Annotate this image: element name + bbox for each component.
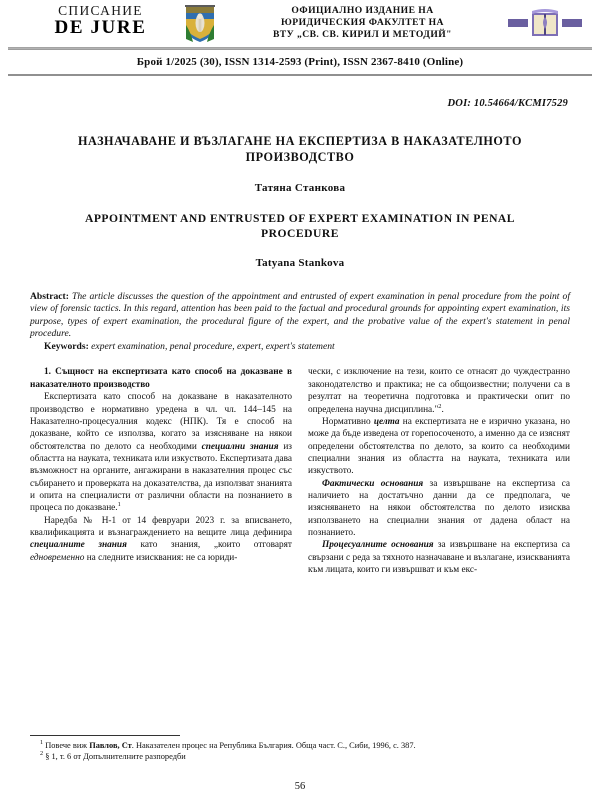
right-p2-part-b: на експертизата не е изрично указана, но може да бъде изведена от горепосоченото, а именно да се изяснят определени обстоятелства по делото, за които са необходими специални знания из областта на науката, техниката или изкуството.: [308, 416, 571, 477]
footnote-2-marker: 2: [40, 750, 44, 757]
doi-label: DOI: 10.54664/KCMI7529: [447, 97, 568, 109]
right-paragraph-3: [308, 478, 570, 540]
left-p2-part-a: Наредба № Н-1 от 14 февруари 2023 г. за вписването, квалификацията и възнаграждението на вещите лица дефинира: [30, 515, 292, 538]
left-paragraph-2: [30, 515, 292, 564]
left-column: [30, 366, 292, 576]
right-p1-part-a: чески, с изключение на тези, които се отнасят до чуждестранно законодателство и практика; не са общоизвестни; получени са в резултат на теоретична подготовка и практически опит по определена научна дисциплина.": [308, 367, 570, 415]
footnote-item-1: [30, 740, 570, 751]
footnote-1-part-a: Повече виж: [45, 740, 90, 750]
left-p1-part-b: 145 на Наказателно-процесуалния кодекс (НПК). Тя е способ на доказване, който се използва, когато за изясняване на някои обстоятелства по делото са необходими: [30, 404, 293, 452]
right-paragraph-1: [308, 366, 570, 415]
publisher-line-1: ОФИЦИАЛНО ИЗДАНИЕ НА: [291, 5, 434, 16]
publisher-line-2: ЮРИДИЧЕСКИЯ ФАКУЛТЕТ НА: [281, 17, 444, 29]
article-author-bulgarian: Татяна Станкова: [254, 181, 346, 194]
abstract-paragraph: [30, 291, 570, 341]
publisher-statement: [217, 2, 508, 42]
university-coat-of-arms-icon: [183, 3, 217, 43]
footnote-1-marker: 1: [40, 738, 44, 746]
keywords-text: expert examination, penal procedure, expert, expert's statement: [91, 340, 335, 352]
footnote-2-text: § 1, т. 6 от Допълнителните разпоредби: [45, 751, 186, 761]
left-p2-emphasis-1: специалните знания: [30, 540, 127, 551]
masthead: [0, 0, 600, 46]
section-heading: 1. Същност на експертизата като способ на доказване в наказателното производство: [30, 367, 292, 390]
right-p2-part-a: Нормативно: [322, 416, 374, 427]
article-title-english: APPOINTMENT AND ENTRUSTED OF EXPERT EXAMINATION IN PENAL PROCEDURE: [84, 211, 516, 240]
left-p1-part-a: Експертизата като способ на доказване в наказателното производство е нормативно уредена в чл. чл. 144: [30, 392, 292, 415]
journal-logo: [18, 2, 183, 38]
journal-kind-label: СПИСАНИЕ: [58, 3, 143, 18]
article-title-bulgarian: НАЗНАЧАВАНЕ И ВЪЗЛАГАНЕ НА ЕКСПЕРТИЗА В НАКАЗАТЕЛНОТО ПРОИЗВОДСТВО: [78, 133, 522, 164]
right-p3-emphasis: Фактически основания: [322, 478, 424, 489]
page-number: 56: [294, 781, 306, 792]
footnote-list: [30, 740, 570, 762]
abstract-label: Abstract:: [30, 290, 69, 302]
left-p2-part-b: като знания, „които отговарят: [126, 540, 292, 551]
left-p2-emphasis-2: едновременно: [30, 552, 85, 563]
left-p2-part-c: на следните изисквания: не са юриди-: [84, 552, 238, 563]
body-columns: [0, 353, 600, 576]
right-paragraph-2: [308, 416, 570, 478]
keywords-label: Keywords:: [44, 340, 89, 352]
right-column: [308, 366, 570, 576]
masthead-divider-rule: [8, 47, 592, 50]
open-book-publisher-emblem-icon: [508, 9, 582, 39]
article-author-english: Tatyana Stankova: [255, 256, 345, 269]
footnote-1-part-b: . Наказателен процес на Република България. Обща част. С., Сиби, 1996, с. 387.: [131, 740, 416, 750]
keywords-paragraph: [30, 341, 570, 354]
left-paragraph-1: [30, 391, 292, 514]
left-p1-part-c: из областта на науката, техниката или изкуството. Експертизата дава възможност на органите, ангажирани в наказателния процес със събирането и проверката на доказателства, да използват знанията и опита на специалисти от различни области на познанието в процеса по доказване.: [30, 441, 292, 514]
right-paragraph-4: [308, 539, 570, 576]
right-p4-part-a: за извършване на експертиза са свързани с реда за тяхното назначаване и възлагане, изискванията към лицата, които ги извършват и към екс-: [308, 540, 570, 575]
right-p3-part-a: за извършване на експертиза са наличието на достатъчно данни да се предполага, че изясняването на някои обстоятелства по делото изисква използването на специални знания от дадена област на познанието.: [308, 478, 570, 538]
right-p1-terminal-period: .: [441, 404, 444, 415]
footnote-ref-2: 2: [438, 402, 442, 410]
footnote-separator-rule: [30, 735, 180, 736]
right-p2-emphasis: целта: [373, 416, 400, 427]
footnotes-block: [30, 735, 570, 762]
footnote-item-2: [30, 751, 570, 762]
footnote-ref-1: 1: [117, 501, 121, 509]
abstract-text: The article discusses the question of the appointment and entrusted of expert examination in penal procedure from the point of view of forensic tactics. In this regard, attention has been paid to the factual and procedural grounds for appointing expert examination, its purpose, types of expert examination, the procedural figure of the expert, and the probative value of the expert's statement in penal procedure.: [30, 290, 570, 340]
footnote-1-author: Павлов, Ст: [89, 740, 132, 750]
journal-name-label: DE JURE: [54, 17, 147, 38]
abstract-block: [0, 269, 600, 354]
right-p4-emphasis: Процесуалните основания: [322, 540, 434, 551]
publisher-line-3: ВТУ „СВ. СВ. КИРИЛ И МЕТОДИЙ": [273, 29, 452, 41]
left-p1-emphasis: специални знания: [201, 441, 279, 452]
issue-line: Брой 1/2025 (30), ISSN 1314-2593 (Print), ISSN 2367-8410 (Online): [136, 56, 464, 68]
en-dash: –: [257, 404, 262, 415]
